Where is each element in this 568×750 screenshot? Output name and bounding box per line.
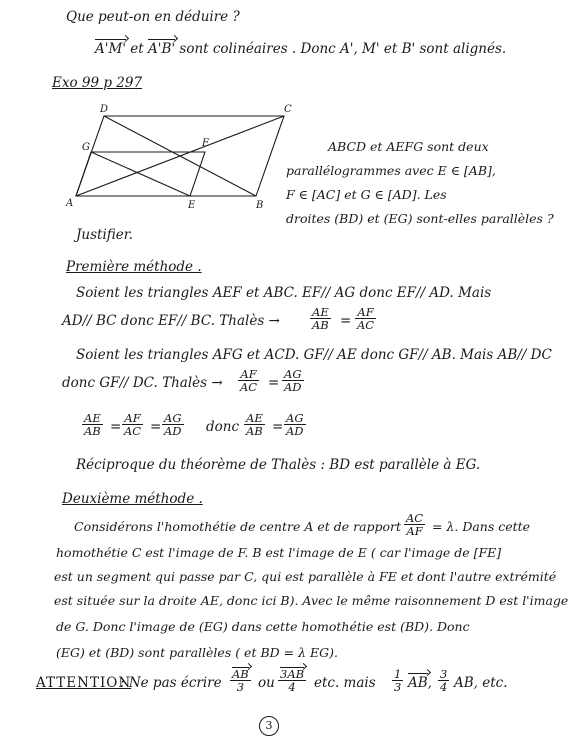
page-number: 3 [259, 716, 279, 736]
label-g: G [82, 142, 90, 153]
label-b: B [256, 200, 264, 211]
lambda-tail: = λ. Dans cette [432, 519, 531, 534]
attention-label: ATTENTION [36, 675, 132, 691]
label-f: F [202, 138, 209, 149]
method2-line-6: (EG) et (BD) sont parallèles ( et BD = λ EG). [56, 645, 338, 660]
method2-line-4: est située sur la droite AE, donc ici B). Avec le même raisonnement D est l'image [54, 593, 568, 608]
donc-word: donc [206, 419, 240, 435]
frac-vec-3ab-4: $\frac{3AB}{4}$ [280, 667, 305, 694]
frac-vec-ab-3: $\frac{AB}{3}$ [232, 667, 249, 694]
method2-line-2: homothétie C est l'image de F. B est l'image de E ( car l'image de [FE] [56, 545, 502, 560]
frac-ae-ab-2: $\frac{AE}{AB}$ [84, 411, 101, 438]
method1-line-1: Soient les triangles AEF et ABC. EF// AG donc EF// AD. Mais [76, 285, 492, 301]
diagonal-bd [104, 116, 256, 196]
frac-ae-ab-3: $\frac{AE}{AB}$ [246, 411, 263, 438]
frac-ag-ad-3: $\frac{AG}{AD}$ [286, 411, 304, 438]
label-a: A [66, 198, 74, 209]
vector-ab: A'B' [148, 41, 176, 57]
frac-ag-ad-2: $\frac{AG}{AD}$ [164, 411, 182, 438]
equals-3: = [110, 419, 122, 435]
frac-af-ac-2: $\frac{AF}{AC}$ [240, 367, 258, 394]
method1-line-3: Soient les triangles AFG et ACD. GF// AE donc GF// AB. Mais AB// DC [76, 347, 552, 363]
exercise-title: Exo 99 p 297 [52, 75, 143, 91]
attention-text: : Ne pas écrire [120, 675, 222, 691]
equals-5: = [272, 419, 284, 435]
equals-4: = [150, 419, 162, 435]
frac-ae-ab-1: $\frac{AE}{AB}$ [312, 305, 329, 332]
frac-3-4: $\frac{3}{4}$ [440, 667, 448, 694]
diagonal-eg [91, 152, 190, 196]
label-d: D [100, 104, 109, 115]
frac-ac-af: $\frac{AC}{AF}$ [406, 511, 424, 538]
statement-line-2: parallélogrammes avec E ∈ [AB], [286, 163, 496, 178]
frac-ag-ad-1: $\frac{AG}{AD}$ [284, 367, 302, 394]
reciprocal-line: Réciproque du théorème de Thalès : BD est parallèle à EG. [76, 457, 481, 473]
method2-title: Deuxième méthode . [62, 491, 203, 507]
statement-line-4: droites (BD) et (EG) sont-elles parallèles ? [286, 211, 554, 226]
method2-line-5: de G. Donc l'image de (EG) dans cette homothétie est (BD). Donc [56, 619, 470, 634]
method2-line-1: Considérons l'homothétie de centre A et de rapport [74, 519, 402, 534]
parallelogram-figure [60, 96, 290, 212]
statement-line-1: ABCD et AEFG sont deux [328, 139, 489, 154]
vec-ab-etc: AB, etc. [454, 675, 508, 691]
etc-mais: etc. mais [314, 675, 376, 691]
vector-am: A'M' [95, 41, 126, 57]
equals-2: = [268, 375, 280, 391]
frac-af-ac-3: $\frac{AF}{AC}$ [124, 411, 142, 438]
label-e: E [188, 200, 196, 211]
method1-line-2: AD// BC donc EF// BC. Thalès → [62, 313, 280, 329]
frac-af-ac-1: $\frac{AF}{AC}$ [357, 305, 375, 332]
justify-line: Justifier. [76, 227, 134, 243]
statement-line-3: F ∈ [AC] et G ∈ [AD]. Les [286, 187, 447, 202]
method1-title: Première méthode . [66, 259, 202, 275]
method1-line-4: donc GF// DC. Thalès → [62, 375, 223, 391]
question-line: Que peut-on en déduire ? [66, 9, 240, 25]
vec-ab-1: AB, [408, 675, 432, 691]
method2-line-3: est un segment qui passe par C, qui est parallèle à FE et dont l'autre extrémité [54, 569, 557, 584]
colinear-line: A'M' et A'B' sont colinéaires . Donc A', M' et B' sont alignés. [95, 41, 507, 57]
frac-1-3: $\frac{1}{3}$ [394, 667, 402, 694]
ou-word: ou [258, 675, 275, 691]
equals-1: = [340, 313, 352, 329]
label-c: C [284, 104, 292, 115]
